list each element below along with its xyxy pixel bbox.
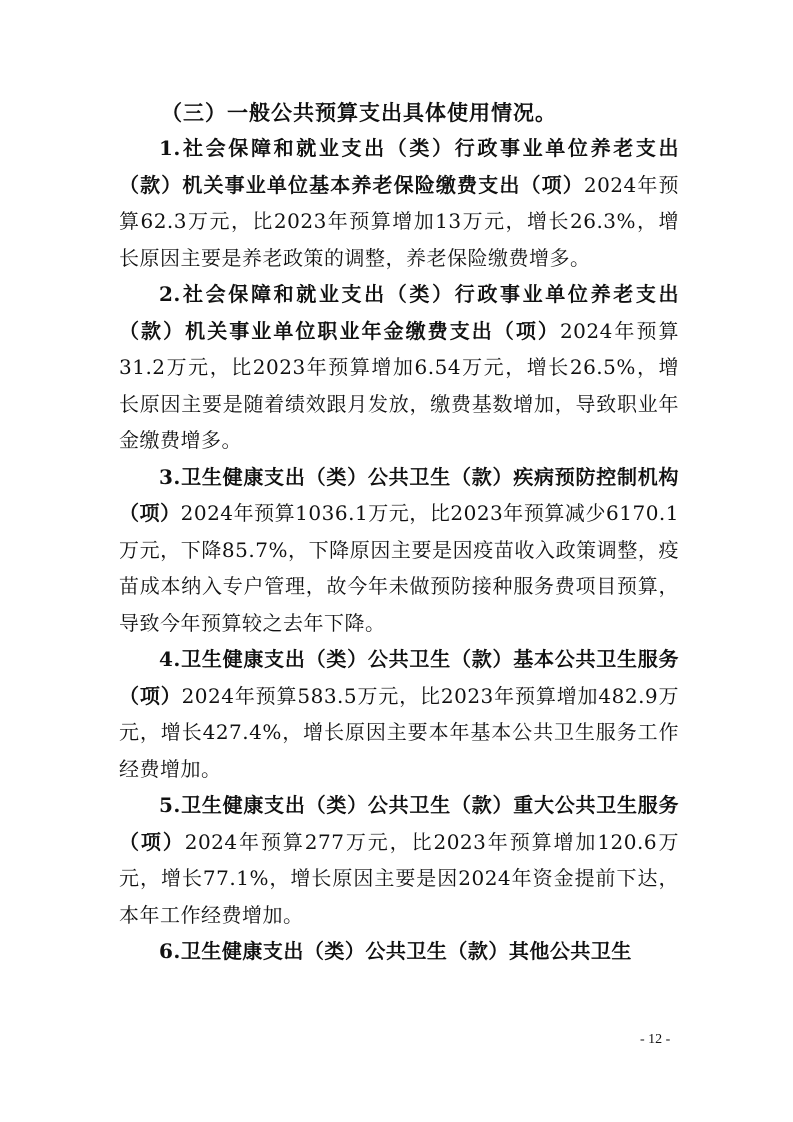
paragraph-3-lead: 3.卫生健康支出（类）公共卫生（款）疾病预防控制机构（项） xyxy=(119,464,679,525)
paragraph-2-lead: 2.社会保障和就业支出（类）行政事业单位养老支出（款）机关事业单位职业年金缴费支出（项） xyxy=(119,282,679,343)
paragraph-4-lead: 4.卫生健康支出（类）公共卫生（款）基本公共卫生服务（项） xyxy=(119,647,679,708)
page-number: - 12 - xyxy=(640,1032,671,1047)
paragraph-1-body: 2024年预算62.3万元，比2023年预算增加13万元，增长26.3%，增长原因主要是养老政策的调整，养老保险缴费增多。 xyxy=(119,172,679,270)
paragraph-6-lead: 6.卫生健康支出（类）公共卫生（款）其他公共卫生 xyxy=(159,939,632,963)
paragraph-5-body: 2024年预算277万元，比2023年预算增加120.6万元，增长77.1%，增长原因主要是因2024年资金提前下达，本年工作经费增加。 xyxy=(119,829,680,927)
paragraph-3 xyxy=(119,459,679,642)
paragraph-3-body: 2024年预算1036.1万元，比2023年预算减少6170.1万元，下降85.7%，下降原因主要是因疫苗收入政策调整，疫苗成本纳入专户管理，故今年未做预防接种服务费项目预算，导致今年预算较之去年下降。 xyxy=(119,501,679,635)
paragraph-1-lead: 1.社会保障和就业支出（类）行政事业单位养老支出（款）机关事业单位基本养老保险缴费支出（项） xyxy=(119,136,679,197)
paragraph-1 xyxy=(119,130,679,276)
document-page xyxy=(119,96,679,970)
paragraph-2-body: 2024年预算31.2万元，比2023年预算增加6.54万元，增长26.5%，增长原因主要是随着绩效跟月发放，缴费基数增加，导致职业年金缴费增多。 xyxy=(119,318,679,452)
paragraph-5-lead: 5.卫生健康支出（类）公共卫生（款）重大公共卫生服务（项） xyxy=(119,793,679,854)
paragraph-4-body: 2024年预算583.5万元，比2023年预算增加482.9万元，增长427.4%，增长原因主要本年基本公共卫生服务工作经费增加。 xyxy=(119,683,680,781)
paragraph-6 xyxy=(119,933,679,970)
paragraph-2 xyxy=(119,276,679,459)
paragraph-4 xyxy=(119,641,679,787)
paragraph-5 xyxy=(119,787,679,933)
section-heading: （三）一般公共预算支出具体使用情况。 xyxy=(161,100,557,125)
